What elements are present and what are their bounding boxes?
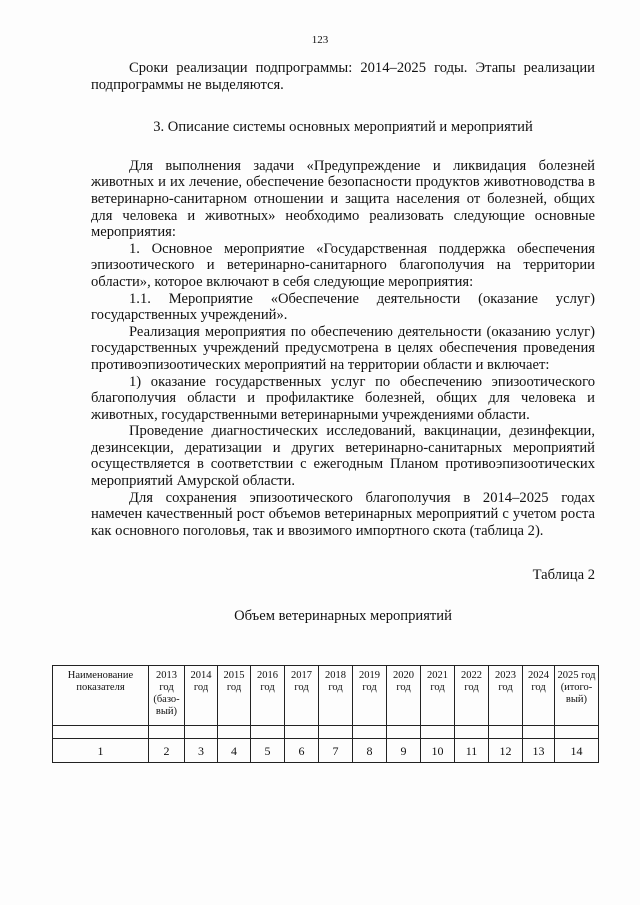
paragraph-main-measure: 1. Основное мероприятие «Государственная поддержка обеспечения эпизоотического и ветеринарно-санитарного благополучия на территории области», которое включают в себя следующие мероприятия: — [91, 240, 595, 290]
number-cell: 7 — [319, 739, 353, 763]
number-cell: 3 — [185, 739, 218, 763]
number-cell: 1 — [53, 739, 149, 763]
header-cell: 2022 год — [455, 666, 489, 726]
header-cell: 2016 год — [251, 666, 285, 726]
paragraph-growth: Для сохранения эпизоотического благополучия в 2014–2025 годах намечен качественный рост объемов ветеринарных мероприятий с учетом роста как основного поголовья, так и ввозимого импортного скота (таблица 2). — [91, 489, 595, 539]
number-cell: 10 — [421, 739, 455, 763]
page-number: 123 — [311, 34, 329, 46]
header-cell: 2013 год (базо-вый) — [149, 666, 185, 726]
number-cell: 9 — [387, 739, 421, 763]
paragraph-implementation: Реализация мероприятия по обеспечению деятельности (оказанию услуг) государственных учреждений предусмотрена в целях обеспечения проведения противоэпизоотических мероприятий на территории области и включает: — [91, 323, 595, 373]
table-title: Объем ветеринарных мероприятий — [234, 608, 452, 625]
header-cell: 2015 год — [218, 666, 251, 726]
paragraph-diagnostics: Проведение диагностических исследований, вакцинации, дезинфекции, дезинсекции, дератизации и других ветеринарно-санитарных мероприятий осуществляется в соответствии с ежегодным Планом противоэпизоотических мероприятий Амурской области. — [91, 423, 595, 490]
section-heading: 3. Описание системы основных мероприятий и мероприятий — [153, 119, 533, 136]
document-body — [91, 60, 595, 625]
header-cell: 2024 год — [523, 666, 555, 726]
header-cell: 2018 год — [319, 666, 353, 726]
number-cell: 2 — [149, 739, 185, 763]
table-header-row — [53, 666, 599, 726]
number-cell: 4 — [218, 739, 251, 763]
number-cell: 6 — [285, 739, 319, 763]
number-cell: 8 — [353, 739, 387, 763]
header-cell: Наименование показателя — [53, 666, 149, 726]
paragraph-services: 1) оказание государственных услуг по обеспечению эпизоотического благополучия области и профилактике болезней, общих для человека и животных, государственными ветеринарными учреждениями области. — [91, 373, 595, 423]
paragraph-timeline: Сроки реализации подпрограммы: 2014–2025 годы. Этапы реализации подпрограммы не выделяются. — [91, 60, 595, 93]
header-cell: 2017 год — [285, 666, 319, 726]
table-number-row — [53, 739, 599, 763]
number-cell: 13 — [523, 739, 555, 763]
header-cell: 2025 год (итого-вый) — [555, 666, 599, 726]
number-cell: 12 — [489, 739, 523, 763]
table-spacer-row — [53, 726, 599, 739]
header-cell: 2014 год — [185, 666, 218, 726]
paragraph-measure-1-1: 1.1. Мероприятие «Обеспечение деятельности (оказание услуг) государственных учреждений». — [91, 290, 595, 324]
header-cell: 2021 год — [421, 666, 455, 726]
number-cell: 5 — [251, 739, 285, 763]
header-cell: 2023 год — [489, 666, 523, 726]
number-cell: 11 — [455, 739, 489, 763]
header-cell: 2019 год — [353, 666, 387, 726]
number-cell: 14 — [555, 739, 599, 763]
header-cell: 2020 год — [387, 666, 421, 726]
table-label: Таблица 2 — [532, 567, 595, 584]
paragraph-task: Для выполнения задачи «Предупреждение и ликвидация болезней животных и их лечение, обеспечение безопасности продуктов животноводства в ветеринарно-санитарном отношении и защита населения от болезней, общих для человека и животных» необходимо реализовать следующие основные мероприятия: — [91, 157, 595, 241]
volume-table — [52, 665, 599, 763]
